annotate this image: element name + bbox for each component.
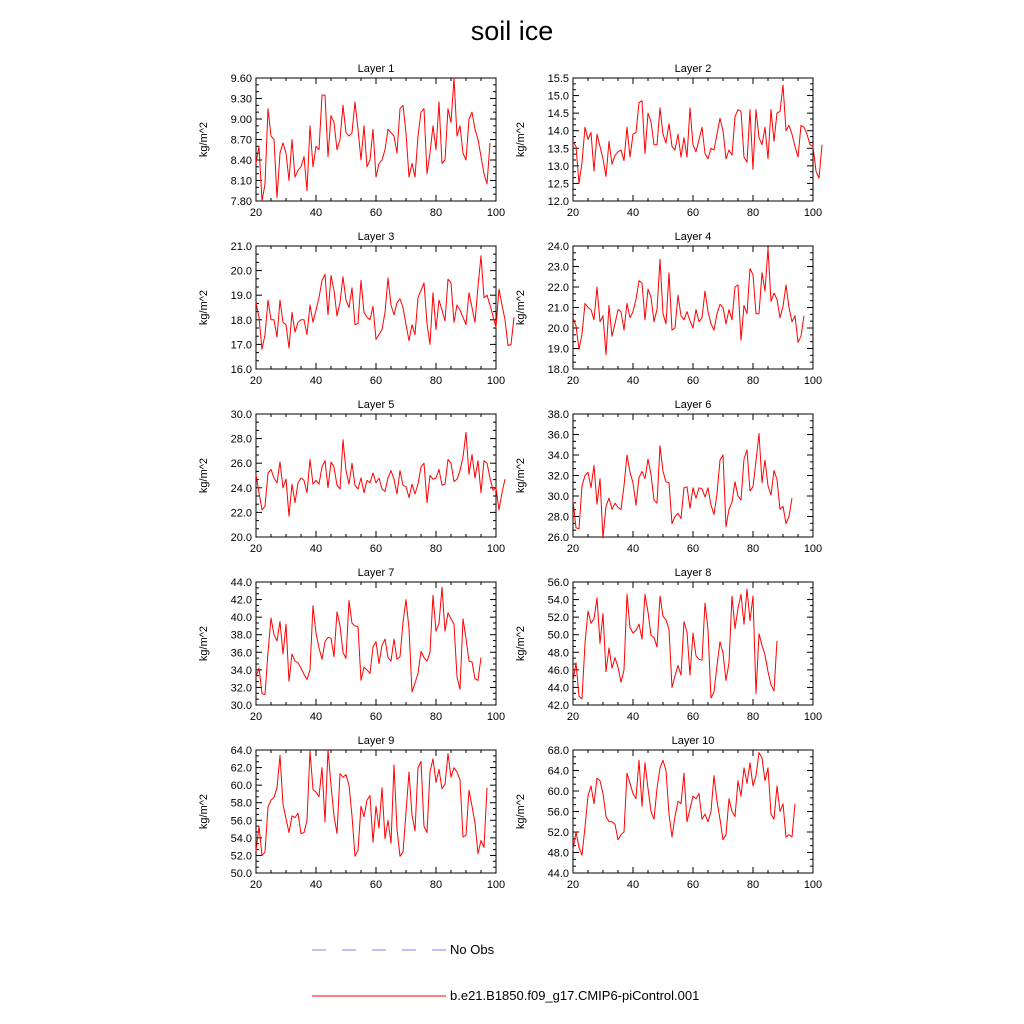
x-tick-label: 80 bbox=[429, 879, 443, 891]
x-tick-label: 40 bbox=[309, 711, 323, 723]
y-tick-label: 56.0 bbox=[230, 815, 252, 828]
y-tick-label: 68.0 bbox=[547, 745, 569, 757]
y-tick-label: 21.0 bbox=[547, 302, 569, 315]
y-tick-label: 24.0 bbox=[230, 482, 252, 495]
panel-layer-6 bbox=[515, 399, 822, 555]
x-tick-label: 80 bbox=[746, 207, 760, 219]
y-tick-label: 8.10 bbox=[230, 175, 252, 188]
y-tick-label: 50.0 bbox=[230, 868, 252, 880]
x-tick-label: 40 bbox=[626, 543, 640, 555]
x-tick-label: 80 bbox=[429, 207, 443, 219]
y-axis-label: kg/m^2 bbox=[198, 289, 210, 326]
y-tick-label: 20.0 bbox=[230, 265, 252, 278]
y-tick-label: 22.0 bbox=[547, 282, 569, 294]
y-tick-label: 8.40 bbox=[230, 155, 252, 167]
x-tick-label: 100 bbox=[803, 711, 823, 723]
y-axis-label: kg/m^2 bbox=[198, 625, 210, 662]
y-tick-label: 21.0 bbox=[230, 241, 252, 253]
series-line-model bbox=[573, 248, 804, 355]
y-tick-label: 52.0 bbox=[547, 827, 569, 839]
x-tick-label: 60 bbox=[686, 711, 700, 723]
x-tick-label: 20 bbox=[249, 375, 263, 387]
y-tick-label: 12.0 bbox=[547, 196, 569, 208]
series-line-model bbox=[573, 589, 777, 699]
panel-layer-5 bbox=[198, 399, 505, 555]
x-tick-label: 80 bbox=[746, 879, 760, 891]
y-tick-label: 62.0 bbox=[230, 762, 252, 775]
panel-title: Layer 3 bbox=[357, 231, 395, 243]
panel-layer-10 bbox=[515, 735, 822, 891]
x-tick-label: 80 bbox=[429, 711, 443, 723]
panel-layer-9 bbox=[198, 735, 505, 891]
x-tick-label: 80 bbox=[429, 543, 443, 555]
y-tick-label: 42.0 bbox=[547, 700, 569, 712]
plot-frame bbox=[256, 414, 496, 537]
y-tick-label: 34.0 bbox=[547, 450, 569, 462]
panel-layer-3 bbox=[198, 231, 514, 387]
y-tick-label: 12.5 bbox=[547, 178, 569, 191]
y-tick-label: 26.0 bbox=[230, 458, 252, 471]
panel-title: Layer 5 bbox=[357, 399, 395, 411]
y-axis-label: kg/m^2 bbox=[515, 289, 527, 326]
panel-layer-7 bbox=[198, 567, 505, 723]
y-tick-label: 36.0 bbox=[547, 429, 569, 442]
y-axis-label: kg/m^2 bbox=[515, 457, 527, 494]
x-tick-label: 20 bbox=[566, 879, 580, 891]
y-tick-label: 52.0 bbox=[230, 850, 252, 863]
panel-title: Layer 8 bbox=[674, 567, 712, 579]
y-tick-label: 38.0 bbox=[230, 629, 252, 642]
x-tick-label: 20 bbox=[249, 543, 263, 555]
y-tick-label: 60.0 bbox=[547, 786, 569, 798]
x-tick-label: 80 bbox=[746, 375, 760, 387]
plot-frame bbox=[573, 414, 813, 537]
y-tick-label: 14.5 bbox=[547, 108, 569, 121]
y-tick-label: 23.0 bbox=[547, 261, 569, 274]
series-line-model bbox=[256, 78, 490, 201]
y-axis-label: kg/m^2 bbox=[198, 457, 210, 494]
y-tick-label: 44.0 bbox=[230, 577, 252, 589]
series-line-model bbox=[573, 753, 795, 856]
panel-title: Layer 1 bbox=[357, 63, 395, 75]
y-tick-label: 56.0 bbox=[547, 806, 569, 819]
series-line-model bbox=[256, 587, 481, 694]
x-tick-label: 20 bbox=[249, 879, 263, 891]
plot-frame bbox=[256, 246, 496, 369]
y-tick-label: 8.70 bbox=[230, 134, 252, 147]
y-axis-label: kg/m^2 bbox=[515, 625, 527, 662]
series-line-model bbox=[573, 85, 822, 183]
x-tick-label: 60 bbox=[686, 375, 700, 387]
y-tick-label: 60.0 bbox=[230, 780, 252, 793]
x-tick-label: 80 bbox=[746, 711, 760, 723]
x-tick-label: 100 bbox=[486, 543, 506, 555]
panel-title: Layer 6 bbox=[674, 399, 712, 411]
x-tick-label: 20 bbox=[566, 375, 580, 387]
x-tick-label: 40 bbox=[626, 711, 640, 723]
y-tick-label: 19.0 bbox=[547, 343, 569, 356]
y-tick-label: 40.0 bbox=[230, 612, 252, 625]
x-tick-label: 80 bbox=[746, 543, 760, 555]
y-tick-label: 19.0 bbox=[230, 290, 252, 303]
y-tick-label: 16.0 bbox=[230, 364, 252, 376]
x-tick-label: 60 bbox=[686, 879, 700, 891]
y-tick-label: 58.0 bbox=[230, 797, 252, 810]
panel-layer-4 bbox=[515, 231, 822, 387]
y-axis-label: kg/m^2 bbox=[515, 121, 527, 158]
y-tick-label: 64.0 bbox=[547, 765, 569, 778]
y-tick-label: 50.0 bbox=[547, 629, 569, 642]
y-tick-label: 17.0 bbox=[230, 339, 252, 352]
x-tick-label: 20 bbox=[566, 207, 580, 219]
y-tick-label: 56.0 bbox=[547, 577, 569, 589]
y-tick-label: 48.0 bbox=[547, 647, 569, 660]
x-tick-label: 20 bbox=[249, 207, 263, 219]
legend-model-label: b.e21.B1850.f09_g17.CMIP6-piControl.001 bbox=[450, 988, 700, 1003]
x-tick-label: 40 bbox=[309, 375, 323, 387]
series-line-model bbox=[256, 750, 487, 856]
y-tick-label: 30.0 bbox=[230, 700, 252, 712]
y-tick-label: 14.0 bbox=[547, 125, 569, 138]
x-tick-label: 60 bbox=[369, 375, 383, 387]
x-tick-label: 100 bbox=[486, 879, 506, 891]
chart-title: soil ice bbox=[470, 16, 554, 46]
x-tick-label: 60 bbox=[369, 207, 383, 219]
panel-title: Layer 2 bbox=[674, 63, 712, 75]
y-tick-label: 54.0 bbox=[230, 832, 252, 845]
x-tick-label: 40 bbox=[309, 879, 323, 891]
y-tick-label: 30.0 bbox=[230, 409, 252, 421]
y-tick-label: 36.0 bbox=[230, 647, 252, 660]
y-axis-label: kg/m^2 bbox=[198, 121, 210, 158]
y-tick-label: 24.0 bbox=[547, 241, 569, 253]
x-tick-label: 20 bbox=[566, 711, 580, 723]
series-line-model bbox=[256, 256, 514, 349]
x-tick-label: 60 bbox=[369, 543, 383, 555]
y-tick-label: 13.0 bbox=[547, 160, 569, 173]
y-tick-label: 9.60 bbox=[230, 73, 252, 85]
x-tick-label: 100 bbox=[803, 207, 823, 219]
x-tick-label: 80 bbox=[429, 375, 443, 387]
y-tick-label: 9.30 bbox=[230, 93, 252, 106]
y-tick-label: 7.80 bbox=[230, 196, 252, 208]
panel-title: Layer 4 bbox=[674, 231, 712, 243]
panel-title: Layer 10 bbox=[671, 735, 715, 747]
y-tick-label: 9.00 bbox=[230, 114, 252, 126]
x-tick-label: 40 bbox=[309, 543, 323, 555]
panel-layer-1 bbox=[198, 63, 505, 219]
x-tick-label: 60 bbox=[686, 207, 700, 219]
y-tick-label: 13.5 bbox=[547, 143, 569, 156]
y-tick-label: 46.0 bbox=[547, 664, 569, 677]
x-tick-label: 100 bbox=[803, 375, 823, 387]
series-line-model bbox=[256, 432, 505, 516]
x-tick-label: 20 bbox=[566, 543, 580, 555]
y-tick-label: 18.0 bbox=[230, 314, 252, 327]
y-tick-label: 28.0 bbox=[547, 511, 569, 524]
panel-title: Layer 9 bbox=[357, 735, 395, 747]
x-tick-label: 100 bbox=[803, 543, 823, 555]
y-tick-label: 34.0 bbox=[230, 664, 252, 677]
y-tick-label: 26.0 bbox=[547, 532, 569, 544]
y-tick-label: 54.0 bbox=[547, 594, 569, 607]
y-tick-label: 42.0 bbox=[230, 594, 252, 607]
y-tick-label: 64.0 bbox=[230, 745, 252, 757]
y-tick-label: 18.0 bbox=[547, 364, 569, 376]
y-tick-label: 32.0 bbox=[230, 682, 252, 695]
y-tick-label: 48.0 bbox=[547, 847, 569, 860]
x-tick-label: 40 bbox=[626, 375, 640, 387]
x-tick-label: 100 bbox=[486, 207, 506, 219]
panel-layer-2 bbox=[515, 63, 822, 219]
y-axis-label: kg/m^2 bbox=[198, 793, 210, 830]
y-tick-label: 30.0 bbox=[547, 491, 569, 503]
y-tick-label: 32.0 bbox=[547, 470, 569, 483]
panel-layer-8 bbox=[515, 567, 822, 723]
x-tick-label: 100 bbox=[803, 879, 823, 891]
y-tick-label: 44.0 bbox=[547, 682, 569, 695]
panel-title: Layer 7 bbox=[357, 567, 395, 579]
x-tick-label: 60 bbox=[369, 711, 383, 723]
legend-obs-label: No Obs bbox=[450, 942, 495, 957]
y-tick-label: 44.0 bbox=[547, 868, 569, 880]
x-tick-label: 100 bbox=[486, 711, 506, 723]
y-axis-label: kg/m^2 bbox=[515, 793, 527, 830]
y-tick-label: 20.0 bbox=[547, 323, 569, 335]
y-tick-label: 28.0 bbox=[230, 433, 252, 446]
x-tick-label: 60 bbox=[369, 879, 383, 891]
x-tick-label: 100 bbox=[486, 375, 506, 387]
y-tick-label: 38.0 bbox=[547, 409, 569, 421]
y-tick-label: 15.5 bbox=[547, 73, 569, 85]
x-tick-label: 60 bbox=[686, 543, 700, 555]
y-tick-label: 15.0 bbox=[547, 90, 569, 103]
y-tick-label: 20.0 bbox=[230, 532, 252, 544]
series-line-model bbox=[573, 434, 792, 539]
x-tick-label: 40 bbox=[309, 207, 323, 219]
x-tick-label: 40 bbox=[626, 207, 640, 219]
y-tick-label: 22.0 bbox=[230, 507, 252, 520]
y-tick-label: 52.0 bbox=[547, 612, 569, 625]
x-tick-label: 20 bbox=[249, 711, 263, 723]
x-tick-label: 40 bbox=[626, 879, 640, 891]
plot-frame bbox=[573, 750, 813, 873]
